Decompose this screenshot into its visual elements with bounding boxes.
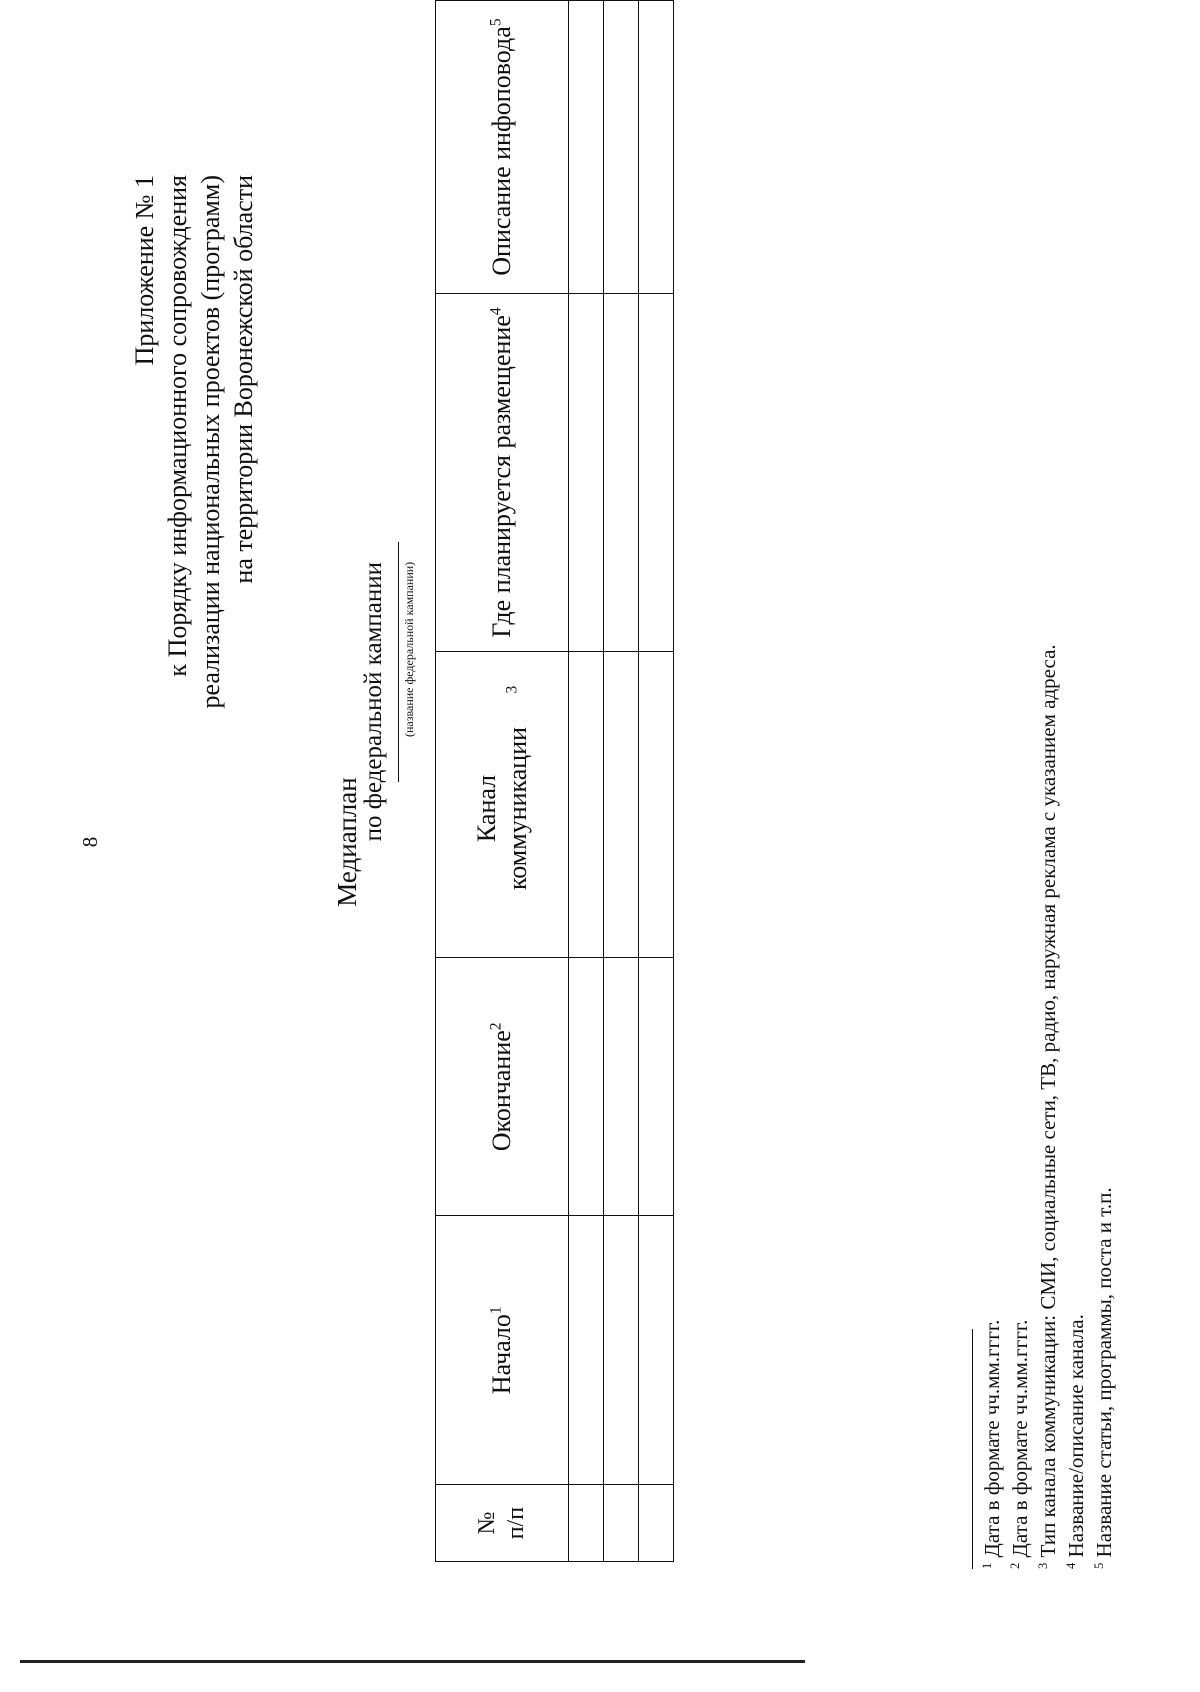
footnote-text: Название статьи, программы, поста и т.п. — [1092, 1187, 1116, 1563]
table-cell — [604, 1485, 639, 1562]
footnote-marker: 4 — [487, 307, 505, 316]
table-cell — [569, 651, 604, 957]
footnote-text: Дата в формате чч.мм.гггг. — [1008, 1319, 1032, 1563]
document-subtitle: по федеральной кампании — [360, 562, 387, 842]
column-header-label: Начало — [487, 1314, 517, 1395]
footnote — [978, 644, 1006, 1569]
table-row — [604, 1, 639, 1562]
scan-edge-line — [20, 1660, 805, 1663]
campaign-name-blank — [398, 542, 399, 782]
table-cell — [604, 958, 639, 1216]
column-header — [436, 958, 569, 1216]
footnote-number: 3 — [1036, 1562, 1050, 1569]
footnote — [1006, 644, 1034, 1569]
table-cell — [604, 1216, 639, 1485]
table-row — [639, 1, 674, 1562]
annex-line: на территории Воронежской области — [229, 175, 258, 584]
footnote-number: 4 — [1064, 1562, 1078, 1569]
table-cell — [604, 651, 639, 957]
page-number: 8 — [78, 836, 102, 848]
column-header — [436, 1, 569, 294]
column-header — [436, 1485, 569, 1562]
table-row — [569, 1, 604, 1562]
column-header-label: Канал коммуникации — [471, 726, 532, 891]
footnote-marker: 5 — [487, 18, 505, 27]
footnote-marker: 3 — [503, 685, 521, 694]
footnote — [1090, 644, 1118, 1569]
column-header-label: Окончание — [487, 1030, 517, 1152]
annex-title: Приложение № 1 — [130, 175, 159, 366]
table-cell — [639, 294, 674, 652]
footnote — [1062, 644, 1090, 1569]
campaign-caption: (название федеральной кампании) — [402, 561, 416, 737]
footnote-list — [978, 644, 1118, 1569]
table-cell — [604, 1, 639, 294]
column-header — [436, 294, 569, 652]
footnote-text: Дата в формате чч.мм.гггг. — [980, 1319, 1004, 1563]
footnote-marker: 1 — [487, 1306, 505, 1315]
table-cell — [569, 1216, 604, 1485]
table-body — [569, 1, 674, 1562]
table-cell — [639, 958, 674, 1216]
footnote-number: 5 — [1092, 1562, 1106, 1569]
footnote-marker: 2 — [487, 1022, 505, 1031]
table-cell — [569, 294, 604, 652]
column-header — [436, 651, 569, 957]
annex-line: к Порядку информационного сопровождения — [163, 175, 192, 677]
mediaplan-table — [435, 0, 674, 1562]
footnote-number: 1 — [980, 1562, 994, 1569]
column-header — [436, 1216, 569, 1485]
column-header-label: Где планируется размещение — [487, 315, 517, 638]
table-cell — [639, 651, 674, 957]
column-header-label: № п/п — [474, 1506, 529, 1540]
annex-line: реализации национальных проектов (программ) — [196, 175, 225, 709]
table-cell — [639, 1, 674, 294]
table-cell — [639, 1485, 674, 1562]
table-header-row — [436, 1, 569, 1562]
table-cell — [604, 294, 639, 652]
footnote-text: Тип канала коммуникации: СМИ, социальные сети, ТВ, радио, наружная реклама с указанием адреса. — [1036, 644, 1060, 1563]
table-cell — [569, 1, 604, 294]
footnote — [1034, 644, 1062, 1569]
footnote-text: Название/описание канала. — [1064, 1314, 1088, 1563]
column-header-label: Описание инфоповода — [487, 26, 517, 276]
table-cell — [569, 958, 604, 1216]
footnote-rule — [972, 1329, 973, 1569]
document-title: Медиаплан — [332, 777, 362, 907]
footnote-number: 2 — [1008, 1562, 1022, 1569]
table-cell — [639, 1216, 674, 1485]
table-cell — [569, 1485, 604, 1562]
